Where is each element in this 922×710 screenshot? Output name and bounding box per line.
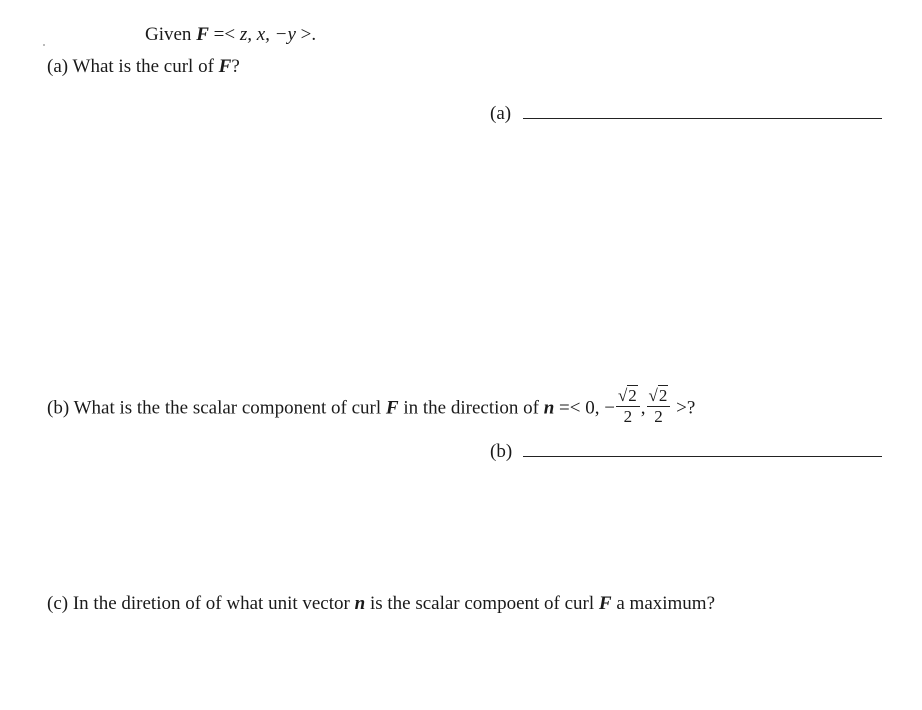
- given-eq: =<: [208, 24, 236, 45]
- sqrt-symbol: √: [617, 386, 628, 405]
- answer-b-label: (b): [490, 441, 513, 462]
- question-b-eq: =< 0, −: [554, 397, 615, 419]
- fraction-denominator: 2: [623, 406, 633, 426]
- given-vector-name: F: [196, 24, 209, 45]
- answer-a-label: (a): [490, 103, 512, 124]
- fraction-sqrt2-over-2-first: [616, 387, 640, 426]
- given-components: z, x, −y: [235, 24, 301, 45]
- stray-mark: [43, 44, 45, 46]
- question-b-text: What is the the scalar component of curl: [73, 397, 382, 419]
- question-c-vector: F: [598, 593, 612, 614]
- question-a-label: (a): [47, 56, 69, 77]
- question-c-end: a maximum?: [616, 593, 716, 614]
- question-c-text: In the diretion of of what unit vector: [72, 593, 350, 614]
- fraction-sqrt2-over-2-second: [647, 387, 671, 426]
- question-a-end: ?: [231, 56, 240, 77]
- question-b-label: (b): [47, 397, 70, 419]
- question-a: [47, 57, 240, 76]
- question-c-mid: is the scalar compoent of curl: [369, 593, 595, 614]
- sqrt-radicand: 2: [628, 386, 637, 405]
- question-b-comma: ,: [640, 397, 646, 419]
- question-b-vector: F: [385, 397, 399, 419]
- question-b-mid: in the direction of: [403, 397, 539, 419]
- given-prefix: Given: [145, 24, 192, 45]
- question-a-vector: F: [218, 56, 232, 77]
- question-b-n: n: [543, 397, 555, 419]
- question-c-n: n: [354, 593, 366, 614]
- question-a-text: What is the curl of: [72, 56, 214, 77]
- given-suffix: >.: [300, 24, 317, 45]
- fraction-denominator: 2: [654, 406, 663, 426]
- sqrt-symbol: √: [648, 386, 658, 405]
- answer-b-line[interactable]: [523, 456, 882, 457]
- question-b-end: >?: [671, 397, 696, 419]
- question-b: [47, 386, 696, 429]
- question-c-label: (c): [47, 593, 69, 614]
- sqrt-radicand: 2: [658, 386, 668, 405]
- answer-a-line[interactable]: [523, 118, 882, 119]
- given-statement: [145, 25, 316, 44]
- question-c: [47, 594, 715, 613]
